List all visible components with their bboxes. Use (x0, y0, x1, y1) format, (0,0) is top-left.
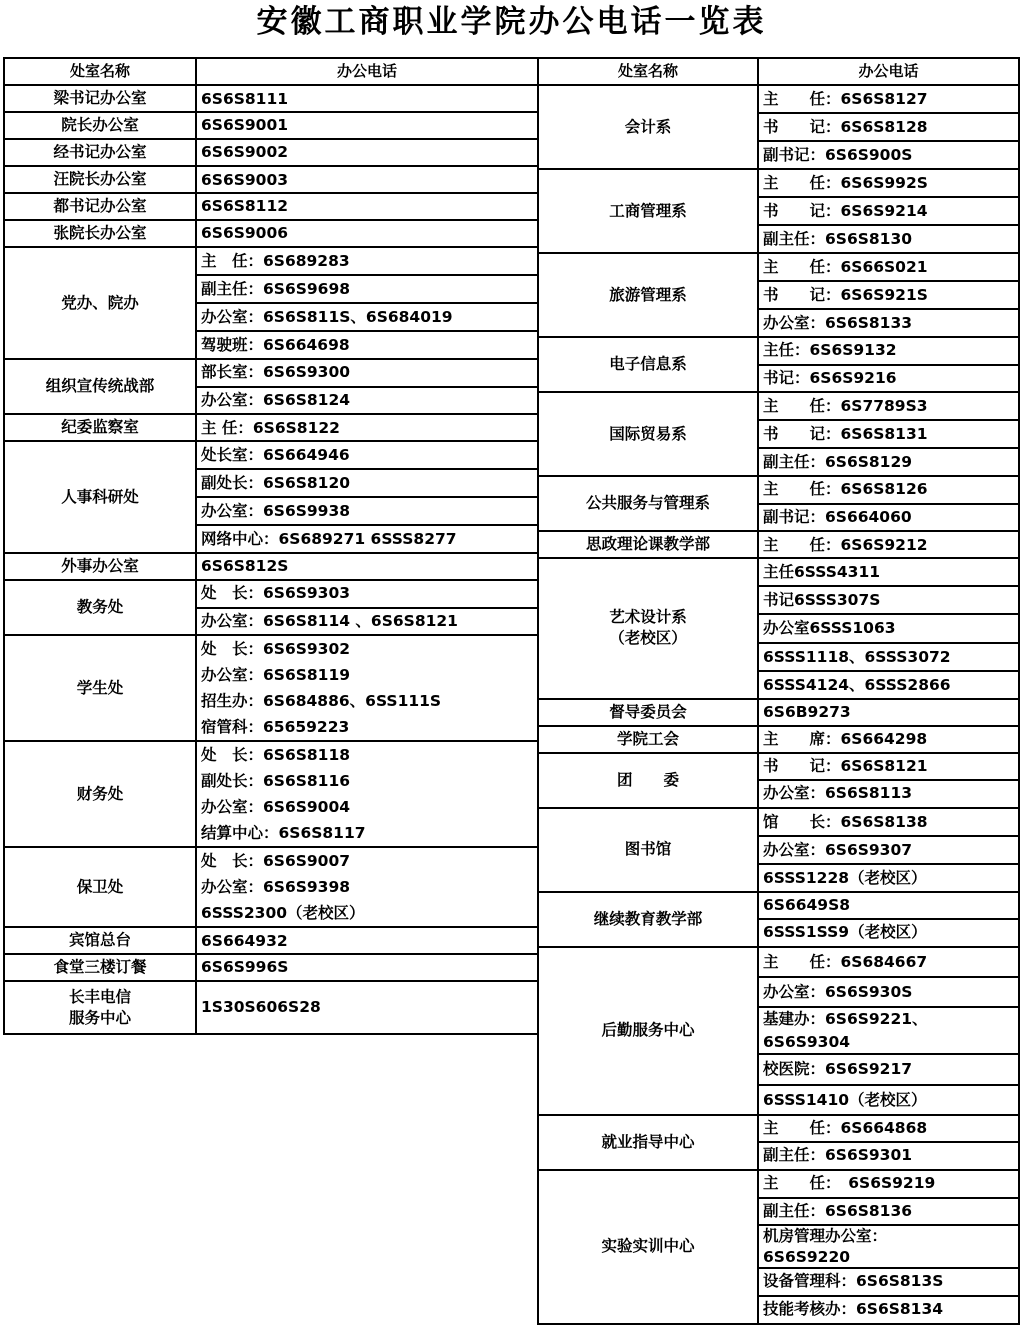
phone-cell (758, 476, 1019, 531)
phone-line: 设备管理科：6S6S813S (759, 1269, 1018, 1297)
dept-name: 国际贸易系 (538, 392, 758, 476)
phone-line: 主 席：6S664298 (763, 730, 928, 749)
phone-line: 基建办：6S6S9221、 6S6S9304 (759, 1008, 1018, 1055)
phone-line: 主任：6S6S9132 (759, 338, 1018, 366)
phone-line: 书 记：6S6S8128 (759, 114, 1018, 142)
table-row (538, 169, 1019, 253)
phone-line: 办公室：6S6S9004 (201, 798, 351, 816)
dept-name: 实验实训中心 (538, 1170, 758, 1324)
phone-cell (196, 220, 538, 247)
phone-line: 6S6B9273 (763, 703, 851, 722)
phone-cell (196, 741, 538, 847)
dept-name: 后勤服务中心 (538, 947, 758, 1115)
table-row (4, 112, 538, 139)
phone-cell (196, 166, 538, 193)
table-row (4, 220, 538, 247)
phone-line: 6SSS1228（老校区） (763, 868, 927, 887)
table-row (4, 414, 538, 441)
dept-name: 电子信息系 (538, 337, 758, 392)
phone-cell (196, 580, 538, 635)
phone-cell (758, 1170, 1019, 1324)
dept-name: 旅游管理系 (538, 253, 758, 337)
phone-line: 技能考核办：6S6S8134 (763, 1300, 944, 1319)
dept-name: 教务处 (4, 580, 196, 635)
dept-name: 督导委员会 (538, 699, 758, 726)
phone-line: 6S6649S8 (759, 893, 1018, 921)
phone-line: 6S6S9003 (201, 170, 289, 189)
phone-line: 部长室：6S6S9300 (197, 360, 537, 388)
phone-cell (758, 892, 1019, 947)
table-row (4, 927, 538, 954)
table-row (538, 337, 1019, 392)
table-row (4, 166, 538, 193)
phone-line: 6SSS1118、6SSS3072 (759, 644, 1018, 672)
phone-line: 副处长：6S6S8120 (197, 470, 537, 498)
table-row (4, 85, 538, 112)
dept-name: 就业指导中心 (538, 1115, 758, 1170)
phone-cell (196, 193, 538, 220)
table-row (538, 699, 1019, 726)
phone-line: 6SSS1410（老校区） (763, 1090, 927, 1109)
dept-name: 会计系 (538, 85, 758, 169)
phone-cell (758, 169, 1019, 253)
dept-name: 经书记办公室 (4, 139, 196, 166)
dept-name: 学生处 (4, 635, 196, 741)
phone-line: 6S6S996S (201, 958, 289, 976)
table-row (4, 247, 538, 359)
dept-name: 图书馆 (538, 808, 758, 892)
phone-cell (196, 954, 538, 981)
table-row (538, 892, 1019, 947)
phone-line: 副主任：6S6S9301 (763, 1146, 913, 1165)
dept-name: 外事办公室 (4, 553, 196, 580)
phone-line: 机房管理办公室： 6S6S9220 (759, 1226, 1018, 1269)
phone-line: 主 任：6S7789S3 (759, 393, 1018, 421)
dept-name: 汪院长办公室 (4, 166, 196, 193)
phone-line: 6S6S9001 (201, 116, 289, 134)
header-dept: 处室名称 (4, 58, 196, 85)
phone-line: 6S6S8112 (201, 197, 289, 215)
phone-cell (196, 927, 538, 954)
phone-line: 主 任：6S689283 (197, 248, 537, 276)
phone-line: 主 任：6S6S8122 (201, 418, 340, 437)
phone-line: 主 任：6S66S021 (759, 254, 1018, 282)
phone-cell (196, 112, 538, 139)
phone-line: 主 任：6S6S9212 (763, 535, 928, 554)
dept-name: 人事科研处 (4, 441, 196, 553)
table-row (538, 1170, 1019, 1324)
phone-cell (196, 247, 538, 359)
phone-cell (758, 85, 1019, 169)
phone-cell (196, 635, 538, 741)
phone-line: 办公室：6S6S811S、6S684019 (197, 304, 537, 332)
phone-line: 书 记：6S6S8121 (759, 754, 1018, 782)
table-row (4, 847, 538, 927)
phone-line: 馆 长：6S6S8138 (759, 809, 1018, 837)
phone-cell (758, 753, 1019, 808)
phone-line: 校医院：6S6S9217 (759, 1055, 1018, 1085)
phone-cell (758, 808, 1019, 892)
phone-cell (196, 553, 538, 580)
dept-name: 公共服务与管理系 (538, 476, 758, 531)
phone-cell (196, 359, 538, 414)
phone-line: 处长室：6S664946 (197, 442, 537, 470)
phone-cell (758, 947, 1019, 1115)
table-row (538, 531, 1019, 558)
table-row (538, 947, 1019, 1115)
phone-line: 办公室：6S6S8119 (201, 666, 351, 684)
phone-cell (196, 139, 538, 166)
table-row (538, 558, 1019, 699)
phone-cell (196, 441, 538, 553)
table-row (538, 753, 1019, 808)
phone-line: 副处长：6S6S8116 (201, 772, 351, 790)
phone-line: 办公室：6S6S930S (759, 978, 1018, 1008)
phone-line: 副书记：6S664060 (763, 507, 912, 526)
phone-line: 主 任： 6S6S9219 (759, 1171, 1018, 1199)
dept-name: 财务处 (4, 741, 196, 847)
table-row (4, 139, 538, 166)
phone-line: 办公室：6S6S8133 (763, 314, 913, 332)
phone-cell (758, 531, 1019, 558)
phone-line: 主 任：6S6S8126 (759, 477, 1018, 505)
table-row (538, 392, 1019, 476)
phone-line: 6S6S9002 (201, 143, 289, 161)
phone-line: 6S6S9006 (201, 224, 289, 242)
phone-cell (758, 337, 1019, 392)
phone-line: 处 长：6S6S9007 (201, 852, 351, 870)
phone-line: 副书记：6S6S900S (763, 146, 913, 164)
header-phone: 办公电话 (758, 58, 1019, 85)
dept-name: 长丰电信 服务中心 (4, 981, 196, 1034)
dept-name: 组织宣传统战部 (4, 359, 196, 414)
phone-line: 宿管科：65659223 (201, 718, 350, 736)
table-row (538, 253, 1019, 337)
phone-line: 书 记：6S6S921S (759, 282, 1018, 310)
phone-cell (196, 85, 538, 112)
table-row (4, 954, 538, 981)
dept-name: 继续教育教学部 (538, 892, 758, 947)
phone-line: 主 任：6S6S8127 (759, 86, 1018, 114)
phone-line: 副主任：6S6S8130 (763, 230, 913, 248)
phone-line: 招生办：6S684886、6SS111S (201, 692, 442, 710)
phone-table-left (3, 57, 539, 1035)
phone-line: 主 任：6S664868 (759, 1116, 1018, 1144)
phone-line: 结算中心：6S6S8117 (201, 824, 366, 842)
phone-line: 6SSS2300（老校区） (201, 904, 365, 922)
phone-cell (758, 558, 1019, 699)
dept-name: 党办、院办 (4, 247, 196, 359)
table-row (538, 476, 1019, 531)
phone-line: 书 记：6S6S9214 (759, 198, 1018, 226)
phone-line: 副主任：6S6S8136 (759, 1199, 1018, 1227)
dept-name: 院长办公室 (4, 112, 196, 139)
header-dept: 处室名称 (538, 58, 758, 85)
dept-name: 思政理论课教学部 (538, 531, 758, 558)
phone-table-right (537, 57, 1020, 1325)
phone-line: 6S664932 (201, 931, 288, 950)
phone-line: 办公室6SSS1063 (759, 615, 1018, 643)
table-row (4, 193, 538, 220)
table-row (4, 981, 538, 1034)
phone-line: 副主任：6S6S9698 (197, 276, 537, 304)
dept-name: 张院长办公室 (4, 220, 196, 247)
phone-cell (758, 1115, 1019, 1170)
phone-line: 办公室：6S6S8113 (763, 784, 913, 803)
phone-line: 6SSS4124、6SSS2866 (763, 675, 951, 694)
phone-line: 处 长：6S6S8118 (201, 746, 351, 764)
phone-line: 6S6S8111 (201, 89, 289, 108)
table-row (538, 808, 1019, 892)
phone-line: 书 记：6S6S8131 (759, 421, 1018, 449)
table-row (4, 635, 538, 741)
phone-cell (758, 253, 1019, 337)
table-row (4, 441, 538, 553)
phone-line: 办公室：6S6S8124 (201, 390, 351, 409)
table-row (538, 726, 1019, 753)
dept-name: 学院工会 (538, 726, 758, 753)
phone-cell (196, 981, 538, 1034)
phone-line: 办公室：6S6S9307 (759, 837, 1018, 865)
phone-line: 办公室：6S6S8114 、6S6S8121 (201, 611, 458, 630)
phone-line: 副主任：6S6S8129 (763, 453, 913, 471)
phone-line: 办公室：6S6S9398 (201, 878, 351, 896)
phone-line: 6S6S812S (201, 557, 289, 575)
table-row (538, 85, 1019, 169)
phone-cell (758, 726, 1019, 753)
phone-line: 处 长：6S6S9302 (201, 640, 351, 658)
phone-cell (196, 847, 538, 927)
dept-name: 都书记办公室 (4, 193, 196, 220)
phone-line: 书记：6S6S9216 (763, 368, 897, 387)
phone-cell (758, 699, 1019, 726)
dept-name: 宾馆总台 (4, 927, 196, 954)
dept-name: 食堂三楼订餐 (4, 954, 196, 981)
phone-line: 网络中心：6S689271 6SSS8277 (201, 530, 457, 548)
phone-line: 处 长：6S6S9303 (197, 581, 537, 609)
phone-line: 主 任：6S684667 (759, 948, 1018, 978)
dept-name: 纪委监察室 (4, 414, 196, 441)
table-row (4, 580, 538, 635)
phone-line: 书记6SSS307S (759, 587, 1018, 615)
table-row (538, 1115, 1019, 1170)
phone-line: 1S30S606S28 (201, 998, 321, 1016)
phone-line: 主任6SSS4311 (759, 559, 1018, 587)
phone-line: 6SSS1SS9（老校区） (763, 923, 927, 942)
dept-name: 团 委 (538, 753, 758, 808)
dept-name: 艺术设计系 （老校区） (538, 558, 758, 699)
header-phone: 办公电话 (196, 58, 538, 85)
table-row (4, 741, 538, 847)
dept-name: 工商管理系 (538, 169, 758, 253)
phone-cell (196, 414, 538, 441)
dept-name: 梁书记办公室 (4, 85, 196, 112)
dept-name: 保卫处 (4, 847, 196, 927)
table-row (4, 359, 538, 414)
page-title: 安徽工商职业学院办公电话一览表 (256, 4, 767, 40)
table-row (4, 553, 538, 580)
phone-line: 办公室：6S6S9938 (197, 498, 537, 526)
phone-cell (758, 392, 1019, 476)
phone-line: 主 任：6S6S992S (759, 170, 1018, 198)
phone-line: 驾驶班：6S664698 (201, 336, 350, 354)
